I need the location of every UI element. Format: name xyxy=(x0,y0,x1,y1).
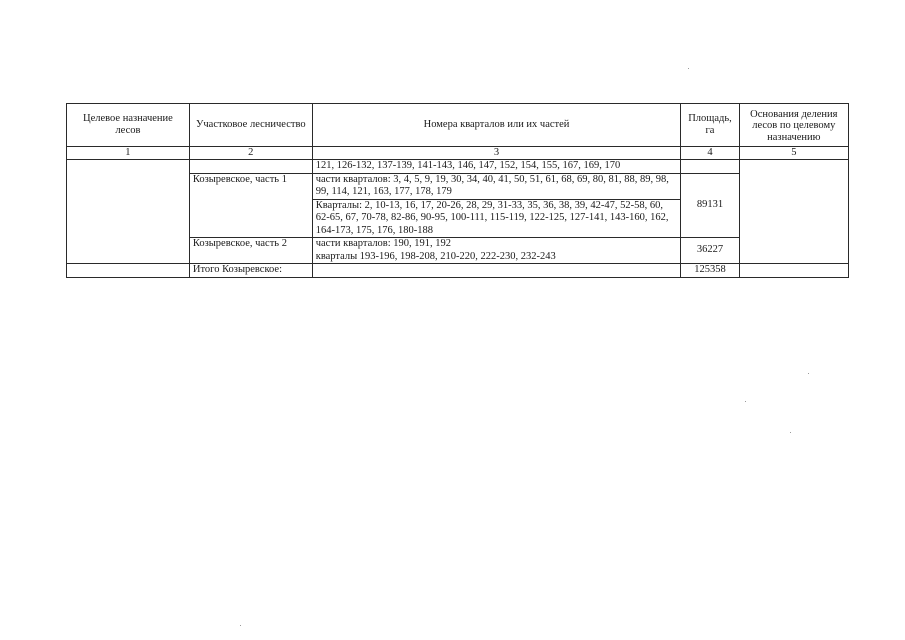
header-quarters: Номера кварталов или их частей xyxy=(312,104,681,147)
basis-cell xyxy=(739,160,848,264)
table-row xyxy=(67,160,849,174)
district-cell: Козыревское, часть 1 xyxy=(189,173,312,238)
table-header-row xyxy=(67,104,849,147)
quarters-cell: 121, 126-132, 137-139, 141-143, 146, 147, 152, 154, 155, 167, 169, 170 xyxy=(312,160,681,174)
column-number-5: 5 xyxy=(739,147,848,160)
scan-speck xyxy=(688,68,689,69)
quarters-line: кварталы 193-196, 198-208, 210-220, 222-230, 232-243 xyxy=(315,250,556,262)
area-cell: 36227 xyxy=(681,238,739,264)
scan-speck xyxy=(790,432,791,433)
header-district: Участковое лесничество xyxy=(189,104,312,147)
basis-cell-empty xyxy=(739,264,848,278)
column-number-1: 1 xyxy=(67,147,190,160)
total-area: 125358 xyxy=(681,264,739,278)
column-number-4: 4 xyxy=(681,147,739,160)
purpose-cell-empty xyxy=(67,264,190,278)
total-label: Итого Козыревское: xyxy=(189,264,312,278)
scan-speck xyxy=(745,401,746,402)
quarters-cell-empty xyxy=(312,264,681,278)
quarters-cell: части кварталов: 3, 4, 5, 9, 19, 30, 34, 40, 41, 50, 51, 61, 68, 69, 80, 81, 88, 89, 98, 99, 114, 121, 163, 177, 178, 179 xyxy=(312,173,681,199)
quarters-cell xyxy=(312,238,681,264)
header-purpose: Целевое назначение лесов xyxy=(67,104,190,147)
header-basis: Основания деления лесов по целевому назначению xyxy=(739,104,848,147)
forest-quarters-table xyxy=(66,103,849,278)
column-number-row xyxy=(67,147,849,160)
scan-speck xyxy=(240,625,241,626)
quarters-cell: Кварталы: 2, 10-13, 16, 17, 20-26, 28, 29, 31-33, 35, 36, 38, 39, 42-47, 52-58, 60, 62-65, 67, 70-78, 82-86, 90-95, 100-111, 115-119, 122-125, 127-141, 143-160, 162, 164-173, 175, 176, 180-188 xyxy=(312,199,681,238)
district-cell: Козыревское, часть 2 xyxy=(189,238,312,264)
column-number-2: 2 xyxy=(189,147,312,160)
total-row xyxy=(67,264,849,278)
area-cell-empty xyxy=(681,160,739,174)
quarters-line: части кварталов: 190, 191, 192 xyxy=(315,238,452,249)
column-number-3: 3 xyxy=(312,147,681,160)
scan-speck xyxy=(808,373,809,374)
area-cell: 89131 xyxy=(681,173,739,238)
district-cell-empty xyxy=(189,160,312,174)
header-area: Площадь, га xyxy=(681,104,739,147)
purpose-cell xyxy=(67,160,190,264)
